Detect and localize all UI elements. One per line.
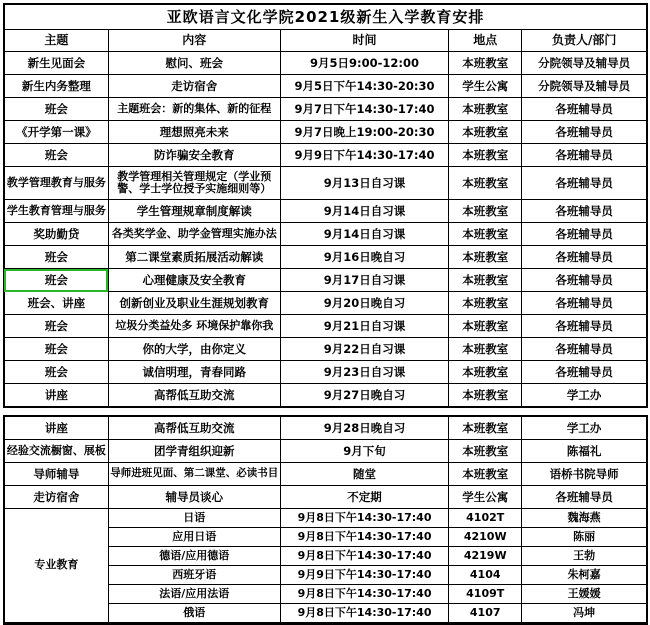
cell-theme[interactable]: 奖助勤贷 [4, 223, 108, 246]
cell-owner[interactable]: 学工办 [522, 384, 647, 408]
cell-location[interactable]: 本班教室 [449, 269, 522, 292]
cell-time[interactable]: 9月8日下午14:30-17:40 [280, 604, 448, 624]
cell-theme[interactable]: 讲座 [4, 416, 108, 440]
cell-location[interactable]: 本班教室 [449, 223, 522, 246]
cell-time[interactable]: 9月28日晚自习 [280, 416, 448, 440]
table-row [4, 384, 647, 408]
cell-theme[interactable]: 班会 [4, 246, 108, 269]
cell-time[interactable]: 9月14日自习课 [280, 200, 448, 223]
cell-theme[interactable]: 班会、讲座 [4, 292, 108, 315]
cell-content[interactable]: 日语 [108, 509, 280, 528]
cell-owner[interactable]: 分院领导及辅导员 [522, 52, 647, 75]
cell-time[interactable]: 9月22日自习课 [280, 338, 448, 361]
cell-owner[interactable]: 各班辅导员 [522, 246, 647, 269]
cell-content[interactable]: 诚信明理，青春同路 [108, 361, 280, 384]
cell-theme[interactable]: 新生见面会 [4, 52, 108, 75]
cell-content[interactable]: 主题班会：新的集体、新的征程 [108, 98, 280, 121]
cell-theme[interactable]: 学生教育管理与服务 [4, 200, 108, 223]
table-row [4, 292, 647, 315]
cell-owner[interactable]: 学工办 [522, 416, 647, 440]
cell-theme[interactable]: 班会 [4, 315, 108, 338]
cell-location[interactable]: 4102T [449, 509, 522, 528]
cell-time[interactable]: 随堂 [280, 463, 448, 486]
cell-location[interactable]: 4210W [449, 528, 522, 547]
cell-location[interactable]: 本班教室 [449, 384, 522, 408]
cell-location[interactable]: 4219W [449, 547, 522, 566]
col-header-time[interactable]: 时间 [280, 30, 448, 52]
cell-time[interactable]: 9月17日自习课 [280, 269, 448, 292]
cell-location[interactable]: 学生公寓 [449, 75, 522, 98]
cell-time[interactable]: 9月20日晚自习 [280, 292, 448, 315]
cell-location[interactable]: 本班教室 [449, 292, 522, 315]
cell-content[interactable]: 德语/应用德语 [108, 547, 280, 566]
table-row [4, 361, 647, 384]
cell-theme[interactable]: 经验交流橱窗、展板 [4, 440, 108, 463]
cell-owner[interactable]: 王勃 [522, 547, 647, 566]
cell-time[interactable]: 9月23日自习课 [280, 361, 448, 384]
cell-location[interactable]: 本班教室 [449, 246, 522, 269]
table-row [4, 121, 647, 144]
col-header-location[interactable]: 地点 [449, 30, 522, 52]
cell-theme[interactable]: 导师辅导 [4, 463, 108, 486]
cell-time[interactable]: 9月9日下午14:30-17:40 [280, 144, 448, 167]
cell-owner[interactable]: 各班辅导员 [522, 292, 647, 315]
cell-time[interactable]: 9月下旬 [280, 440, 448, 463]
cell-content[interactable]: 俄语 [108, 604, 280, 624]
table-row [4, 246, 647, 269]
cell-time[interactable]: 9月9日下午14:30-17:40 [280, 566, 448, 585]
cell-owner[interactable]: 陈福礼 [522, 440, 647, 463]
cell-location[interactable]: 本班教室 [449, 440, 522, 463]
cell-time[interactable]: 9月5日下午14:30-20:30 [280, 75, 448, 98]
cell-owner[interactable]: 各班辅导员 [522, 121, 647, 144]
cell-theme[interactable]: 走访宿舍 [4, 486, 108, 509]
cell-location[interactable]: 本班教室 [449, 463, 522, 486]
cell-time[interactable]: 9月8日下午14:30-17:40 [280, 585, 448, 604]
cell-owner[interactable]: 陈丽 [522, 528, 647, 547]
cell-owner[interactable]: 语桥书院导师 [522, 463, 647, 486]
cell-owner[interactable]: 冯坤 [522, 604, 647, 624]
cell-content[interactable]: 你的大学，由你定义 [108, 338, 280, 361]
cell-content[interactable]: 创新创业及职业生涯规划教育 [108, 292, 280, 315]
cell-theme[interactable]: 讲座 [4, 384, 108, 408]
cell-location[interactable]: 本班教室 [449, 200, 522, 223]
table-row [4, 98, 647, 121]
cell-location[interactable]: 4107 [449, 604, 522, 624]
cell-time[interactable]: 9月16日晚自习 [280, 246, 448, 269]
cell-content[interactable]: 导师进班见面、第二课堂、必读书目 [108, 463, 280, 486]
cell-owner[interactable]: 各班辅导员 [522, 269, 647, 292]
cell-time[interactable]: 9月7日晚上19:00-20:30 [280, 121, 448, 144]
cell-owner[interactable]: 各班辅导员 [522, 167, 647, 200]
cell-location[interactable]: 学生公寓 [449, 486, 522, 509]
cell-location[interactable]: 本班教室 [449, 338, 522, 361]
cell-content[interactable]: 理想照亮未来 [108, 121, 280, 144]
table-row [4, 200, 647, 223]
cell-location[interactable]: 本班教室 [449, 121, 522, 144]
table-row [4, 269, 647, 292]
table-row [4, 463, 647, 486]
cell-content[interactable]: 应用日语 [108, 528, 280, 547]
cell-owner[interactable]: 王媛媛 [522, 585, 647, 604]
cell-owner[interactable]: 各班辅导员 [522, 315, 647, 338]
cell-owner[interactable]: 各班辅导员 [522, 223, 647, 246]
cell-content[interactable]: 走访宿舍 [108, 75, 280, 98]
table-row [4, 440, 647, 463]
cell-owner[interactable]: 各班辅导员 [522, 486, 647, 509]
cell-location[interactable]: 本班教室 [449, 144, 522, 167]
cell-content[interactable]: 高帮低互助交流 [108, 384, 280, 408]
cell-location[interactable]: 本班教室 [449, 361, 522, 384]
col-header-theme[interactable]: 主题 [4, 30, 108, 52]
cell-owner[interactable]: 各班辅导员 [522, 338, 647, 361]
table-row [4, 315, 647, 338]
cell-content[interactable]: 教学管理相关管理规定（学业预警、学士学位授予实施细则等） [108, 167, 280, 200]
table-row [4, 75, 647, 98]
cell-theme[interactable]: 教学管理教育与服务 [4, 167, 108, 200]
cell-content[interactable]: 各类奖学金、助学金管理实施办法 [108, 223, 280, 246]
cell-location[interactable]: 本班教室 [449, 98, 522, 121]
cell-content[interactable]: 慰问、班会 [108, 52, 280, 75]
table-row [4, 167, 647, 200]
cell-owner[interactable]: 各班辅导员 [522, 144, 647, 167]
cell-location[interactable]: 4109T [449, 585, 522, 604]
cell-theme-merged-major-education[interactable]: 专业教育 [4, 509, 108, 624]
cell-content[interactable]: 防诈骗安全教育 [108, 144, 280, 167]
cell-content[interactable]: 辅导员谈心 [108, 486, 280, 509]
cell-content[interactable]: 第二课堂素质拓展活动解读 [108, 246, 280, 269]
cell-owner[interactable]: 各班辅导员 [522, 361, 647, 384]
cell-content[interactable]: 西班牙语 [108, 566, 280, 585]
col-header-owner[interactable]: 负责人/部门 [522, 30, 647, 52]
cell-time[interactable]: 9月7日下午14:30-17:40 [280, 98, 448, 121]
cell-owner[interactable]: 各班辅导员 [522, 98, 647, 121]
continuation-schedule-table [3, 415, 648, 625]
table-row [4, 52, 647, 75]
table-row [4, 486, 647, 509]
cell-theme[interactable]: 班会 [4, 98, 108, 121]
cell-time[interactable]: 9月8日下午14:30-17:40 [280, 528, 448, 547]
table-row [4, 416, 647, 440]
cell-time[interactable]: 9月8日下午14:30-17:40 [280, 509, 448, 528]
col-header-content[interactable]: 内容 [108, 30, 280, 52]
cell-location[interactable]: 本班教室 [449, 315, 522, 338]
table-title: 亚欧语言文化学院2021级新生入学教育安排 [4, 4, 647, 30]
cell-time[interactable]: 不定期 [280, 486, 448, 509]
cell-time[interactable]: 9月21日自习课 [280, 315, 448, 338]
cell-owner[interactable]: 分院领导及辅导员 [522, 75, 647, 98]
cell-content[interactable]: 团学青组织迎新 [108, 440, 280, 463]
cell-content[interactable]: 法语/应用法语 [108, 585, 280, 604]
cell-time[interactable]: 9月13日自习课 [280, 167, 448, 200]
cell-owner[interactable]: 朱柯嘉 [522, 566, 647, 585]
cell-owner[interactable]: 魏海燕 [522, 509, 647, 528]
cell-location[interactable]: 本班教室 [449, 167, 522, 200]
cell-location[interactable]: 本班教室 [449, 52, 522, 75]
cell-time[interactable]: 9月27日晚自习 [280, 384, 448, 408]
cell-time[interactable]: 9月5日9:00-12:00 [280, 52, 448, 75]
cell-theme-selected[interactable]: 班会 [4, 269, 108, 292]
table-row [4, 509, 647, 528]
cell-theme[interactable]: 新生内务整理 [4, 75, 108, 98]
cell-time[interactable]: 9月14日自习课 [280, 223, 448, 246]
cell-content[interactable]: 心理健康及安全教育 [108, 269, 280, 292]
table-row [4, 144, 647, 167]
cell-theme[interactable]: 班会 [4, 361, 108, 384]
table-row [4, 338, 647, 361]
cell-content[interactable]: 高帮低互助交流 [108, 416, 280, 440]
table-row [4, 223, 647, 246]
cell-theme[interactable]: 《开学第一课》 [4, 121, 108, 144]
cell-location[interactable]: 本班教室 [449, 416, 522, 440]
cell-owner[interactable]: 各班辅导员 [522, 200, 647, 223]
cell-theme[interactable]: 班会 [4, 144, 108, 167]
cell-location[interactable]: 4104 [449, 566, 522, 585]
cell-content[interactable]: 垃圾分类益处多 环境保护靠你我 [108, 315, 280, 338]
orientation-schedule-table [3, 3, 648, 408]
cell-time[interactable]: 9月8日下午14:30-17:40 [280, 547, 448, 566]
cell-theme[interactable]: 班会 [4, 338, 108, 361]
cell-content[interactable]: 学生管理规章制度解读 [108, 200, 280, 223]
